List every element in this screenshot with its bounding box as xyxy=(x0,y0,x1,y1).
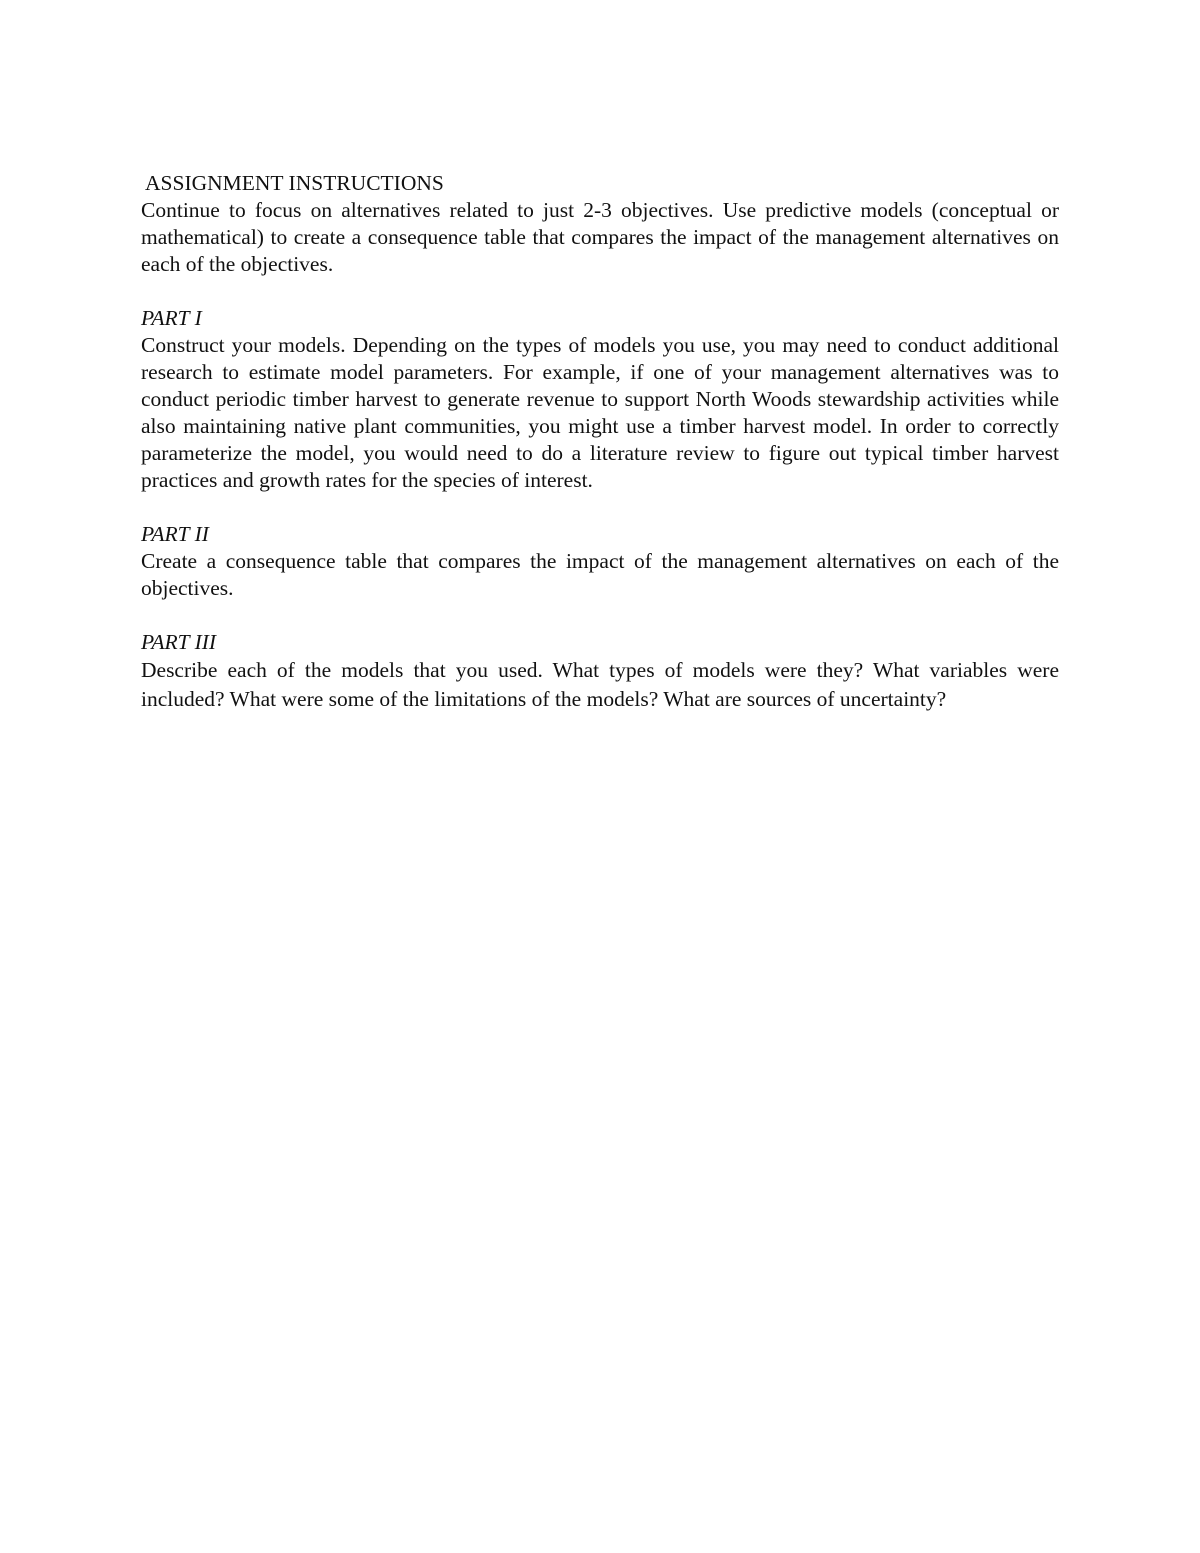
document-title: ASSIGNMENT INSTRUCTIONS xyxy=(145,171,444,195)
part-3-heading: PART III xyxy=(141,630,217,654)
intro-paragraph: Continue to focus on alternatives related to just 2-3 objectives. Use predictive models (conceptual or mathematical) to create a consequence table that compares the impact of the management alternatives on each of the objectives. xyxy=(141,198,1059,276)
part-1-heading: PART I xyxy=(141,306,202,330)
part-2-heading: PART II xyxy=(141,522,209,546)
part-2-body: Create a consequence table that compares the impact of the management alternatives on each of the objectives. xyxy=(141,549,1059,600)
document-content xyxy=(141,170,1059,714)
part-3-body: Describe each of the models that you used. What types of models were they? What variables were included? What were some of the limitations of the models? What are sources of uncertainty? xyxy=(141,658,1059,711)
part-1-body: Construct your models. Depending on the types of models you use, you may need to conduct additional research to estimate model parameters. For example, if one of your management alternatives was to conduct periodic timber harvest to generate revenue to support North Woods stewardship activities while also maintaining native plant communities, you might use a timber harvest model. In order to correctly parameterize the model, you would need to do a literature review to figure out typical timber harvest practices and growth rates for the species of interest. xyxy=(141,333,1059,492)
